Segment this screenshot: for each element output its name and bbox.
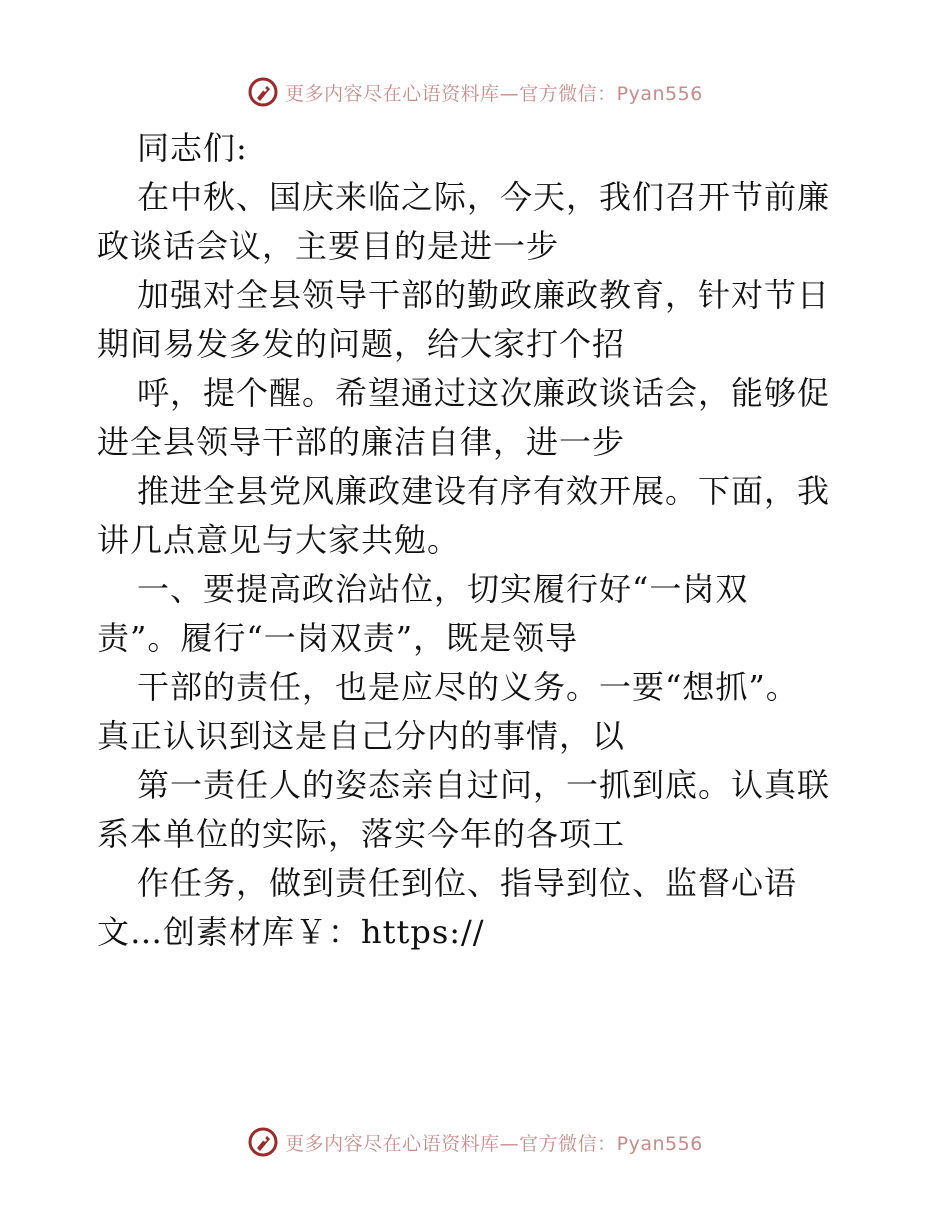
text-line: 政谈话会议，主要目的是进一步 [97,227,560,265]
text-line: 推进全县党风廉政建设有序有效开展。下面，我 [137,472,831,510]
text-line: 加强对全县领导干部的勤政廉政教育，针对节日 [137,276,831,314]
footer-watermark [0,1122,950,1162]
text-line: 进全县领导干部的廉洁自律，进一步 [97,423,626,461]
text-line: 文…创素材库￥：https:// [97,913,485,951]
watermark-text: 更多内容尽在心语资料库—官方微信：Pyan556 [285,1132,703,1155]
text-line: 真正认识到这是自己分内的事情，以 [97,717,626,755]
text-line: 系本单位的实际，落实今年的各项工 [97,815,626,853]
pen-nib-logo-icon [247,1126,279,1158]
pen-nib-logo-icon [247,76,279,108]
header-watermark [0,72,950,112]
text-line: 责”。履行“一岗双责”，既是领导 [97,619,579,657]
text-line: 同志们: [137,129,248,167]
text-line: 第一责任人的姿态亲自过问，一抓到底。认真联 [137,766,831,804]
text-line: 讲几点意见与大家共勉。 [97,521,461,559]
text-line: 在中秋、国庆来临之际，今天，我们召开节前廉 [137,178,831,216]
document-body [97,124,857,957]
text-line: 呼，提个醒。希望通过这次廉政谈话会，能够促 [137,374,831,412]
text-line: 作任务，做到责任到位、指导到位、监督心语 [137,864,798,902]
text-line: 干部的责任，也是应尽的义务。一要“想抓”。 [137,668,799,706]
watermark-text: 更多内容尽在心语资料库—官方微信：Pyan556 [285,82,703,105]
text-line: 一、要提高政治站位，切实履行好“一岗双 [137,570,749,608]
text-line: 期间易发多发的问题，给大家打个招 [97,325,626,363]
